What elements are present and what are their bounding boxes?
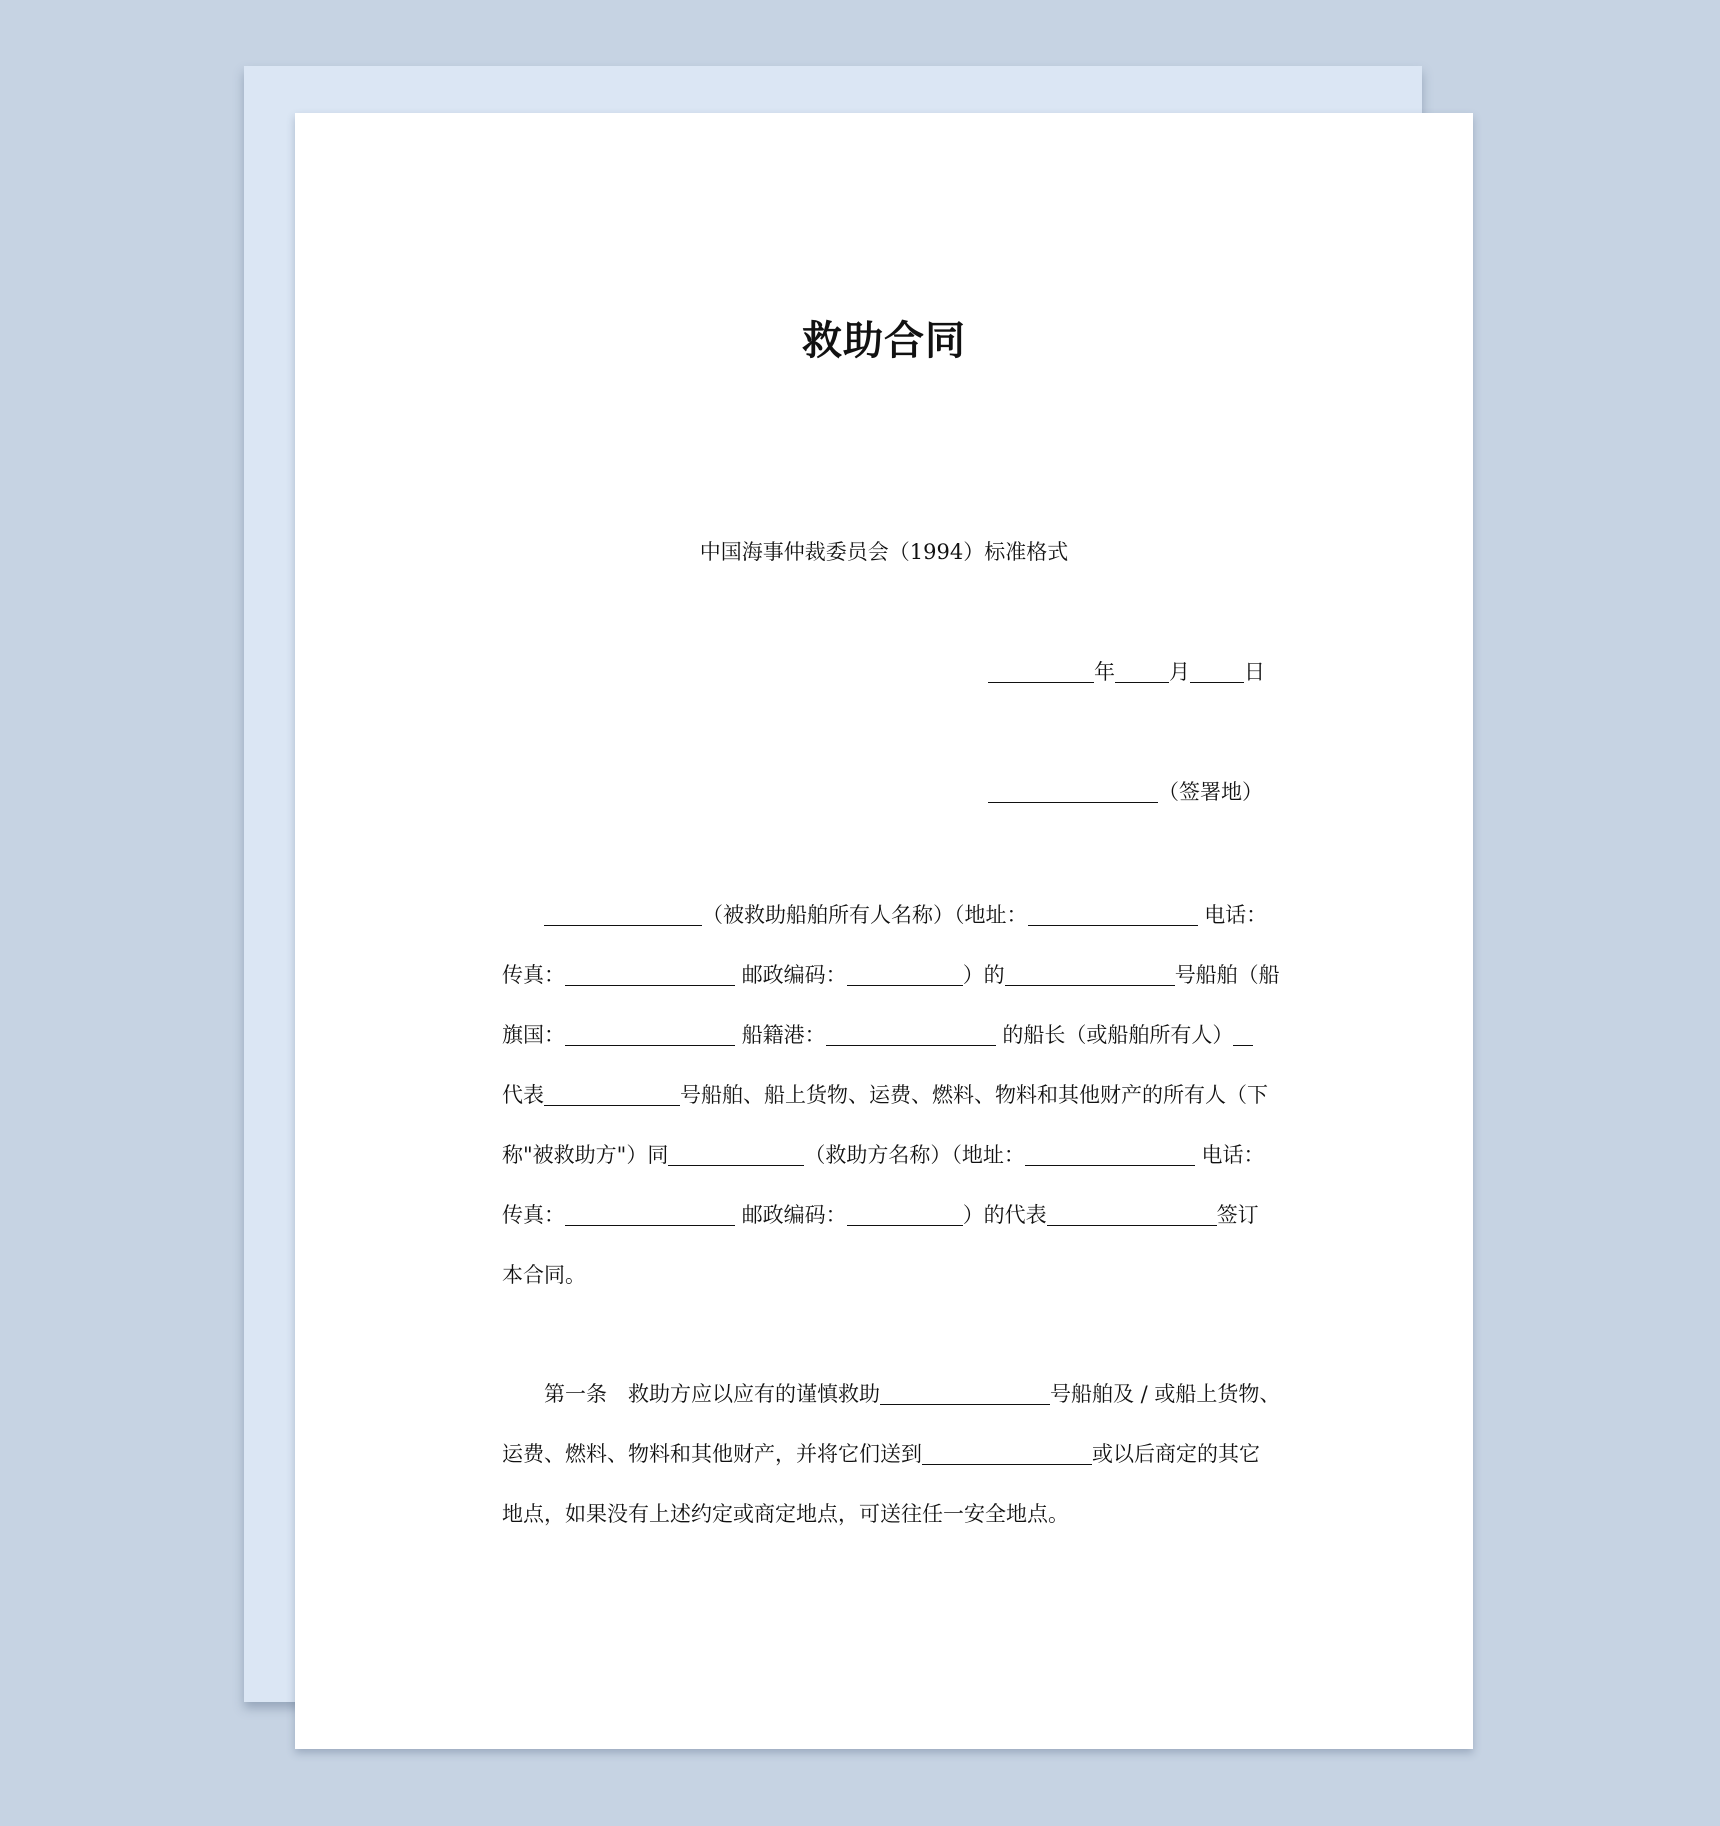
destination-blank (922, 1440, 1092, 1465)
month-label: 月 (1169, 660, 1190, 684)
text-segment: （被救助船舶所有人名称）（地址： (702, 903, 1028, 927)
text-segment: 称"被救助方"）同 (502, 1143, 669, 1167)
party-line-3 (502, 1015, 1302, 1075)
text-segment: 号船舶及 / 或船上货物、 (1050, 1382, 1281, 1406)
text-segment: 地点，如果没有上述约定或商定地点，可送往任一安全地点。 (502, 1502, 1069, 1526)
text-segment: 电话： (1201, 1143, 1265, 1167)
salvor-postcode-blank (847, 1201, 963, 1226)
master-blank (1233, 1021, 1253, 1046)
text-segment: 邮政编码： (741, 1203, 847, 1227)
text-segment: 或以后商定的其它 (1092, 1442, 1260, 1466)
salvor-address-blank (1025, 1141, 1195, 1166)
fax-blank (565, 961, 735, 986)
address-blank (1028, 901, 1198, 926)
flag-state-blank (565, 1021, 735, 1046)
party-line-4 (502, 1075, 1302, 1135)
text-segment: ）的 (962, 963, 1005, 987)
text-segment: ）的代表 (962, 1203, 1047, 1227)
year-label: 年 (1094, 660, 1115, 684)
salvor-representative-blank (1047, 1201, 1217, 1226)
signing-place-line (988, 776, 1263, 806)
text-segment: 第一条 救助方应以应有的谨慎救助 (544, 1382, 880, 1406)
document-title: 救助合同 (802, 318, 966, 364)
article1-line-1 (502, 1374, 1302, 1434)
text-segment: 代表 (502, 1083, 544, 1107)
postcode-blank (847, 961, 963, 986)
party-line-7 (502, 1255, 1302, 1315)
text-segment: 运费、燃料、物料和其他财产，并将它们送到 (502, 1442, 922, 1466)
salvaged-vessel-blank (880, 1380, 1050, 1405)
insured-owner-blank (544, 901, 702, 926)
text-segment: 本合同。 (502, 1263, 586, 1287)
text-segment: 号船舶、船上货物、运费、燃料、物料和其他财产的所有人（下 (680, 1083, 1268, 1107)
text-segment: 传真： (502, 1203, 565, 1227)
date-line (988, 656, 1265, 686)
text-segment: 邮政编码： (741, 963, 847, 987)
month-blank (1115, 658, 1169, 683)
party-line-6 (502, 1195, 1302, 1255)
day-blank (1190, 658, 1244, 683)
text-segment: （救助方名称）（地址： (804, 1143, 1025, 1167)
text-segment: 电话： (1204, 903, 1268, 927)
document-subtitle: 中国海事仲裁委员会（1994）标准格式 (699, 540, 1069, 564)
text-segment: 签订 (1216, 1203, 1259, 1227)
vessel-blank (1005, 961, 1175, 986)
contract-body (502, 895, 1302, 1554)
paragraph-gap (502, 1315, 1302, 1374)
party-line-5 (502, 1135, 1302, 1195)
salvor-blank (668, 1141, 804, 1166)
text-segment: 传真： (502, 963, 565, 987)
signing-place-label: （签署地） (1158, 780, 1263, 804)
year-blank (988, 658, 1094, 683)
article1-line-2 (502, 1434, 1302, 1494)
party-line-1 (502, 895, 1302, 955)
port-of-registry-blank (826, 1021, 996, 1046)
party-line-2 (502, 955, 1302, 1015)
text-segment: 的船长（或船舶所有人） (1002, 1023, 1234, 1047)
represent-blank (544, 1081, 680, 1106)
text-segment: 旗国： (502, 1023, 565, 1047)
signing-place-blank (988, 778, 1158, 803)
salvor-fax-blank (565, 1201, 735, 1226)
article1-line-3 (502, 1494, 1302, 1554)
document-page (295, 113, 1473, 1749)
day-label: 日 (1244, 660, 1265, 684)
text-segment: 船籍港： (741, 1023, 826, 1047)
text-segment: 号船舶（船 (1174, 963, 1280, 987)
